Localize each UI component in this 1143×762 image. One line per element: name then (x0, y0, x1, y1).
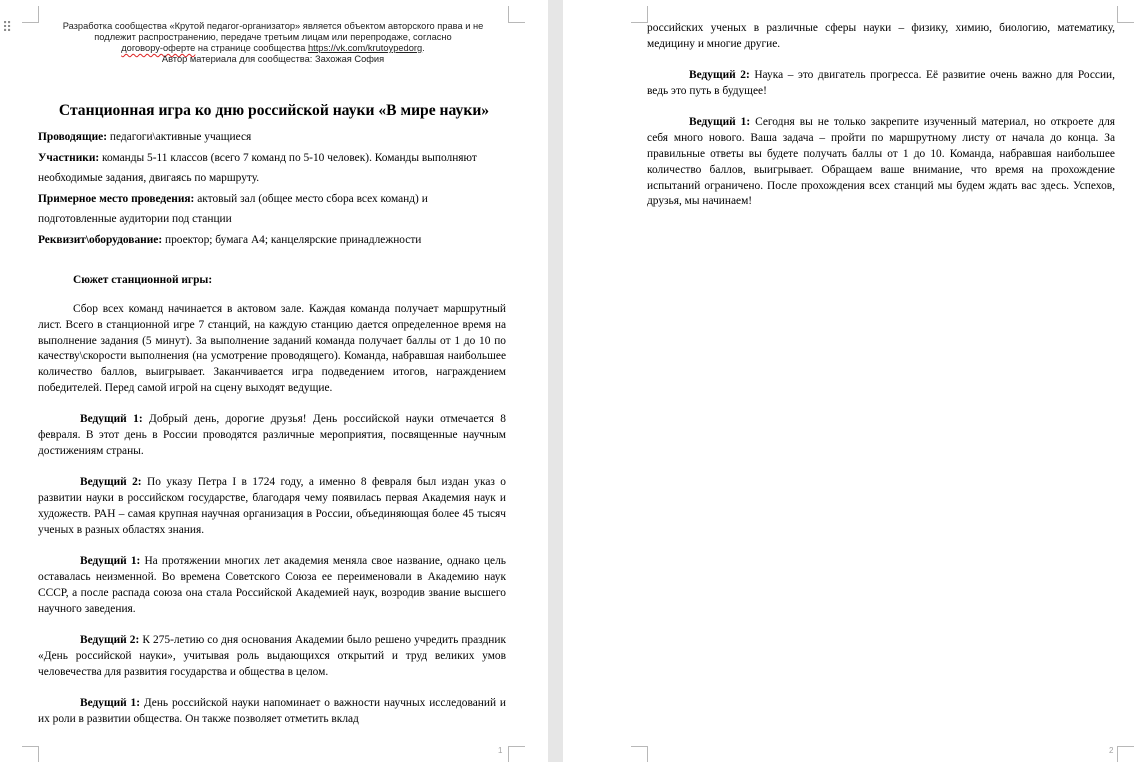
continuation-paragraph: российских ученых в различные сферы науки – физику, химию, биологию, математику, медицину и многие другие. (647, 22, 1115, 50)
detail-label: Проводящие: (38, 131, 107, 143)
page-number: 2 (1109, 746, 1114, 755)
speech-text: К 275-летию со дня основания Академии было решено учредить праздник «День российской науки», учитывая роль выдающихся открытий и труд великих умов человечества для развития государства и общества в целом. (38, 633, 506, 678)
crop-mark (508, 6, 525, 23)
speech-paragraph (38, 412, 506, 459)
event-details (38, 127, 508, 250)
notice-line: Разработка сообщества «Крутой педагог-организатор» является объектом авторского права и не (62, 21, 484, 31)
speaker-label: Ведущий 2: (80, 476, 142, 489)
crop-mark (22, 6, 39, 23)
detail-equipment (38, 230, 508, 251)
intro-paragraph: Сбор всех команд начинается в актовом зале. Каждая команда получает маршрутный лист. Всего в станционной игре 7 станций, на каждую станцию дается определенное время на выполнение задания (5 минут). За выполнение заданий команда получает баллы от 1 до 10 по качеству\скорости выполнения (на усмотрение проводящего). Команда, набравшая наибольшее количество баллов, выигрывает. Заканчивается игра подведением итогов, награждением победителей. Перед самой игрой на сцену выходят ведущие. (38, 303, 506, 394)
detail-label: Примерное место проведения: (38, 192, 195, 205)
detail-participants (38, 148, 508, 189)
crop-mark (631, 6, 648, 23)
crop-mark (1117, 746, 1134, 762)
crop-mark (508, 746, 525, 762)
page-number: 1 (498, 746, 503, 755)
speaker-label: Ведущий 1: (689, 116, 751, 129)
notice-text: . (422, 43, 425, 53)
detail-hosts (38, 127, 508, 148)
speaker-label: Ведущий 2: (80, 633, 140, 646)
speaker-label: Ведущий 2: (689, 69, 750, 82)
page2-body (647, 21, 1115, 226)
speech-paragraph (38, 475, 506, 538)
speaker-label: Ведущий 1: (80, 555, 141, 568)
drag-handle-icon[interactable]: ⠿ (2, 20, 12, 36)
speech-paragraph (38, 554, 506, 617)
speech-text: Сегодня вы не только закрепите изученный материал, но откроете для себя много нового. Ваша задача – пройти по маршрутному листу от начала до конца. За правильные ответы вы будете получать баллы от 1 до 10. Команда, набравшая наибольшее количество баллов, выигрывает. Обращаем ваше внимание, что время на прохождение испытаний ограничено. После прохождения всех станций мы будем ждать вас здесь. Успехов, друзья, мы начинаем! (647, 116, 1115, 208)
speaker-label: Ведущий 1: (80, 413, 143, 426)
speech-text: Добрый день, дорогие друзья! День российской науки отмечается 8 февраля. В этот день в России проводятся различные мероприятия, посвященные научным достижениям страны. (38, 413, 506, 457)
section-heading: Сюжет станционной игры: (73, 274, 213, 286)
notice-author: Автор материала для сообщества: Захожая София (161, 54, 385, 64)
notice-offer-text: договору-оферте (121, 43, 196, 53)
speaker-label: Ведущий 1: (80, 696, 141, 709)
speech-text: День российской науки напоминает о важности научных исследований и их роли в развитии общества. Он также позволяет отметить вклад (38, 696, 506, 725)
notice-line (40, 43, 506, 54)
community-link[interactable]: https://vk.com/krutoypedorg (307, 43, 423, 53)
speech-paragraph (38, 633, 506, 680)
detail-venue (38, 189, 508, 230)
document-page-1 (0, 0, 548, 762)
notice-line: подлежит распространению, передаче третьим лицам или перепродаже, согласно (94, 32, 452, 42)
copyright-notice (40, 21, 506, 65)
speech-paragraph (647, 115, 1115, 210)
detail-value: команды 5-11 классов (всего 7 команд по 5-10 человек). Команды выполняют необходимые задания, двигаясь по маршруту. (38, 151, 477, 184)
detail-value: актовый зал (общее место сбора всех команд) и подготовленные аудитории под станции (38, 192, 428, 225)
speech-paragraph (38, 696, 506, 728)
detail-label: Реквизит\оборудование: (38, 233, 163, 246)
detail-value: проектор; бумага А4; канцелярские принадлежности (162, 233, 422, 246)
detail-label: Участники: (38, 151, 100, 164)
speech-paragraph (647, 68, 1115, 100)
page1-body (38, 302, 506, 743)
detail-value: педагоги\активные учащиеся (107, 131, 252, 143)
crop-mark (1117, 6, 1134, 23)
speech-text: По указу Петра I в 1724 году, а именно 8 февраля был издан указ о развитии науки в российском государстве, благодаря чему появилась первая Академия наук и художеств. РАН – самая крупная научная организация в России, объединяющая более 45 тысяч ученых в разных областях знания. (38, 476, 506, 536)
speech-text: Наука – это двигатель прогресса. Её развитие очень важно для России, ведь это путь в будущее! (647, 69, 1115, 97)
crop-mark (22, 746, 39, 762)
speech-text: На протяжении многих лет академия меняла свое название, однако цель оставалась неизменной. Во времена Советского Союза ее переименовали в Академию наук СССР, а после распада союза она стала Российской Академией наук, возродив звание высшего научного заведения. (38, 555, 506, 615)
document-title: Станционная игра ко дню российской науки «В мире науки» (58, 102, 490, 119)
notice-text: на странице сообщества (195, 43, 308, 53)
crop-mark (631, 746, 648, 762)
